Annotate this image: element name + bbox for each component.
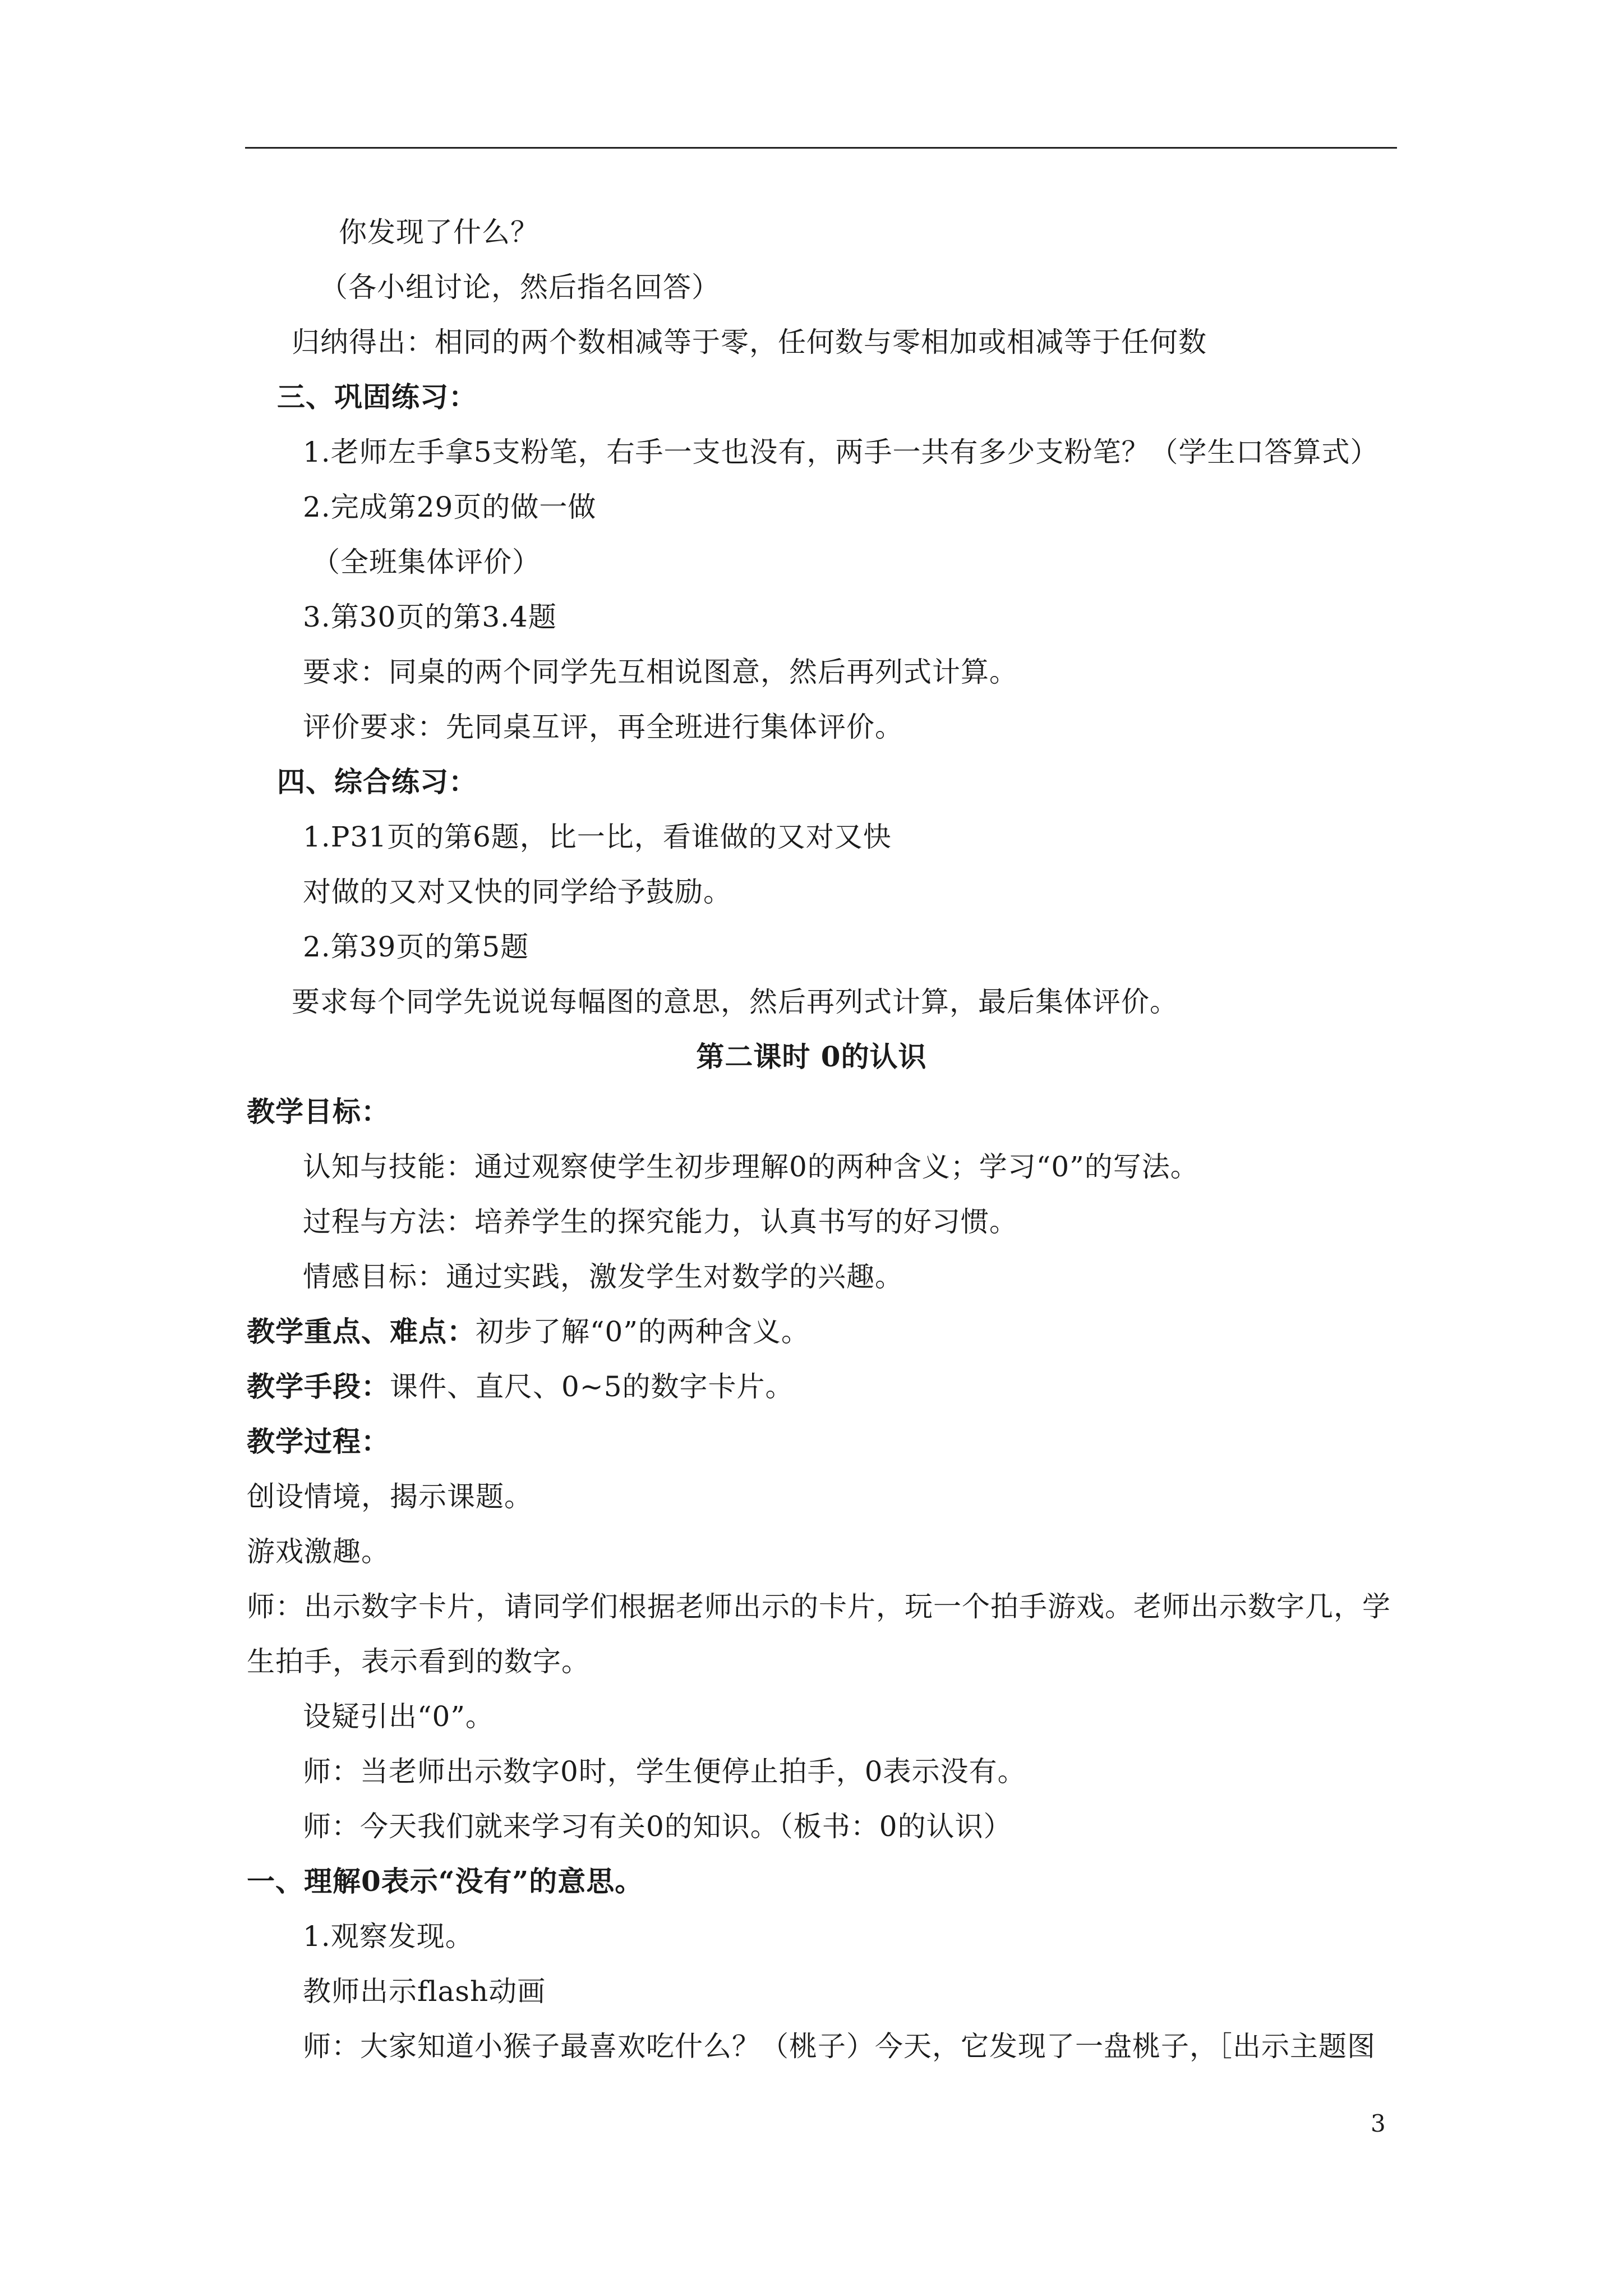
text-line: （各小组讨论，然后指名回答） bbox=[320, 271, 720, 303]
text-line: 你发现了什么？ bbox=[339, 216, 539, 249]
text-line: 2.完成第29页的做一做 bbox=[303, 491, 597, 523]
text-line: 归纳得出：相同的两个数相减等于零，任何数与零相加或相减等于任何数 bbox=[292, 326, 1207, 358]
inline-text: 初步了解“0”的两种含义。 bbox=[476, 1315, 810, 1348]
text-line: 3.第30页的第3.4题 bbox=[303, 601, 557, 633]
header-rule bbox=[245, 147, 1397, 149]
page-number: 3 bbox=[1371, 2110, 1386, 2137]
text-line: 师：当老师出示数字0时，学生便停止拍手，0表示没有。 bbox=[303, 1755, 1026, 1788]
section-heading: 教学目标： bbox=[247, 1095, 390, 1128]
text-line: 要求每个同学先说说每幅图的意思，然后再列式计算，最后集体评价。 bbox=[292, 986, 1178, 1018]
text-line: 1.P31页的第6题，比一比，看谁做的又对又快 bbox=[303, 821, 892, 853]
section-heading: 四、综合练习： bbox=[277, 765, 477, 798]
text-line: 1.老师左手拿5支粉笔，右手一支也没有，两手一共有多少支粉笔？（学生口答算式） bbox=[303, 436, 1379, 468]
section-heading: 一、理解0表示“没有”的意思。 bbox=[247, 1865, 644, 1898]
inline-heading: 教学手段： bbox=[247, 1370, 390, 1403]
text-line: 设疑引出“0”。 bbox=[303, 1700, 494, 1733]
text-line: 游戏激趣。 bbox=[247, 1535, 390, 1568]
text-line: 2.第39页的第5题 bbox=[303, 931, 529, 963]
text-line: 评价要求：先同桌互评，再全班进行集体评价。 bbox=[303, 711, 903, 743]
inline-heading: 教学重点、难点： bbox=[247, 1315, 476, 1348]
text-line: 师：大家知道小猴子最喜欢吃什么？（桃子）今天，它发现了一盘桃子，［出示主题图 bbox=[303, 2030, 1376, 2063]
text-line: 要求：同桌的两个同学先互相说图意，然后再列式计算。 bbox=[303, 656, 1018, 688]
text-line: 生拍手，表示看到的数字。 bbox=[247, 1645, 590, 1678]
text-line: 师：今天我们就来学习有关0的知识。（板书：0的认识） bbox=[303, 1810, 1012, 1843]
text-line bbox=[247, 1314, 810, 1350]
text-line: 对做的又对又快的同学给予鼓励。 bbox=[303, 876, 732, 908]
text-line: 情感目标：通过实践，激发学生对数学的兴趣。 bbox=[303, 1260, 903, 1293]
section-heading: 教学过程： bbox=[247, 1425, 390, 1458]
text-line: 教师出示flash动画 bbox=[303, 1975, 546, 2008]
text-line: 创设情境，揭示课题。 bbox=[247, 1480, 533, 1513]
text-line: 认知与技能：通过观察使学生初步理解0的两种含义；学习“0”的写法。 bbox=[303, 1151, 1199, 1183]
lesson-title: 第二课时 0的认识 bbox=[696, 1040, 927, 1073]
text-line: 1.观察发现。 bbox=[303, 1920, 474, 1953]
text-line: 师：出示数字卡片，请同学们根据老师出示的卡片，玩一个拍手游戏。老师出示数字几，学 bbox=[247, 1590, 1391, 1623]
text-line: 过程与方法：培养学生的探究能力，认真书写的好习惯。 bbox=[303, 1205, 1018, 1238]
section-heading: 三、巩固练习： bbox=[277, 380, 477, 413]
inline-text: 课件、直尺、0~5的数字卡片。 bbox=[390, 1370, 794, 1403]
text-line bbox=[247, 1369, 794, 1405]
text-line: （全班集体评价） bbox=[312, 546, 541, 578]
